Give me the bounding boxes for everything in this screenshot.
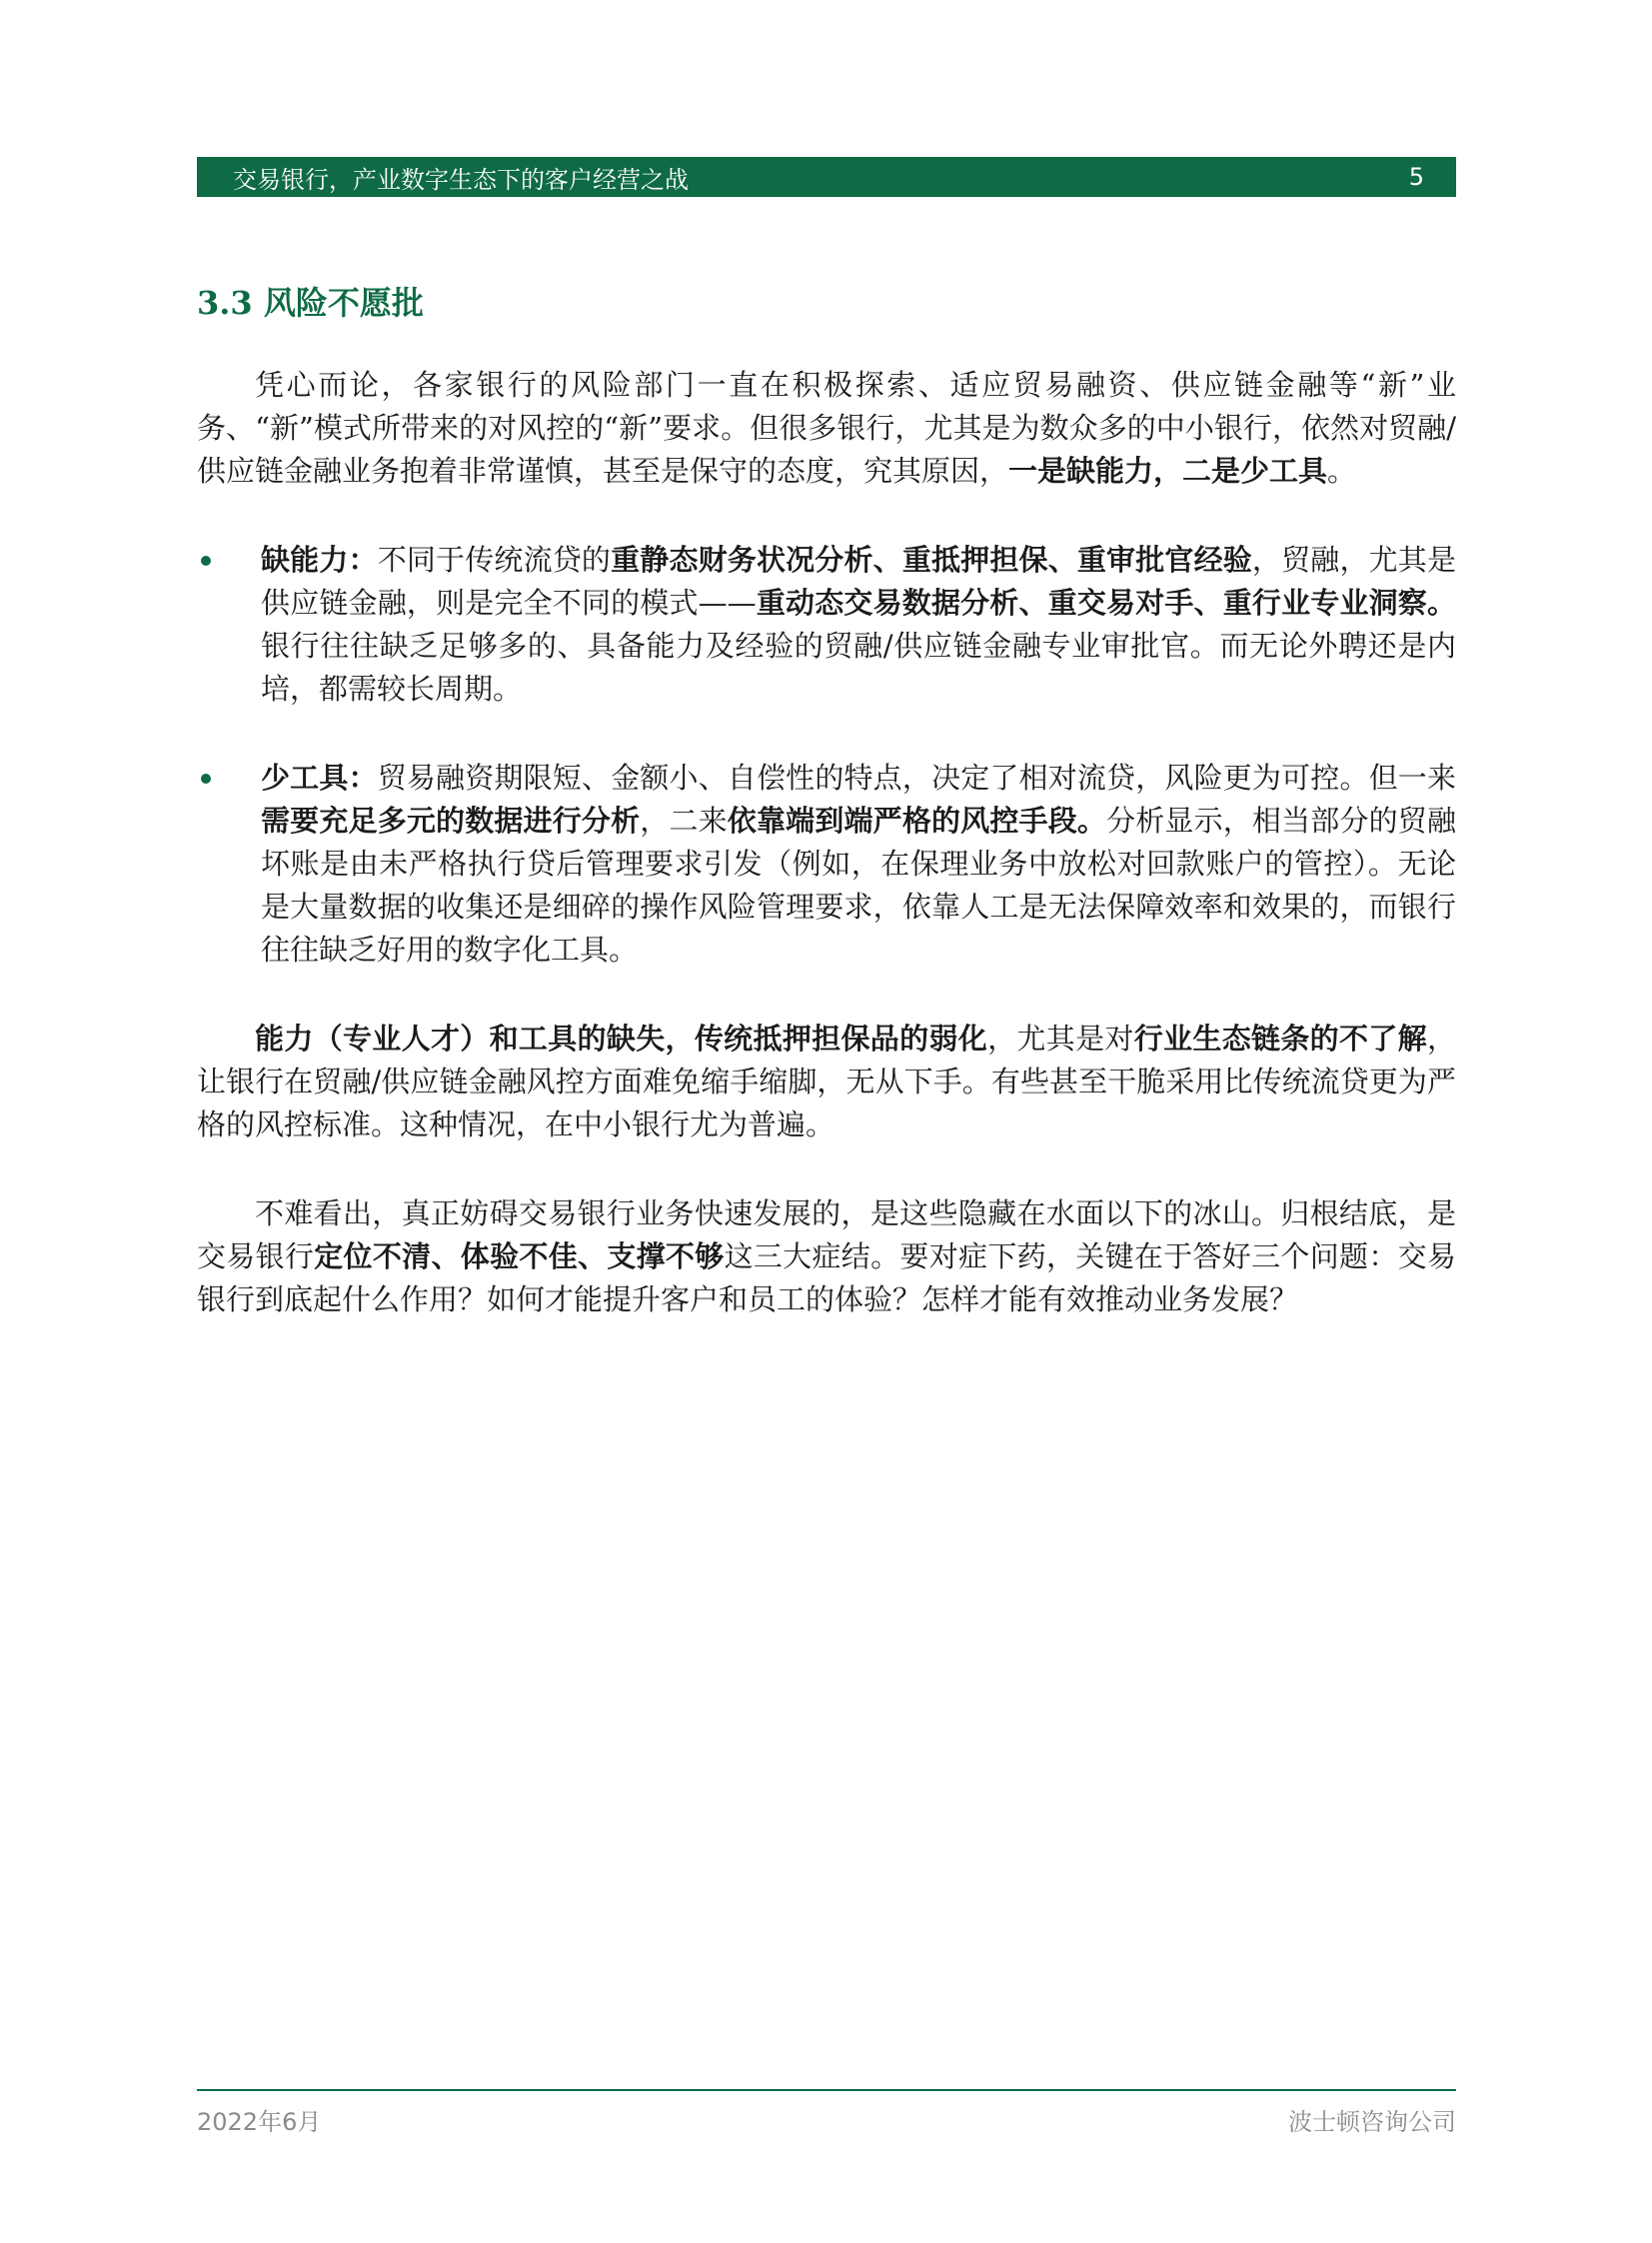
bullet-list [197, 539, 1456, 972]
bullet2-text-3: 分析显示，相当部分的贸融坏账是由未严格执行贷后管理要求引发（例如，在保理业务中放松对回款账户的管控）。无论是大量数据的收集还是细碎的操作风险管理要求，依靠人工是无法保障效率和效果的，而银行往往缺乏好用的数字化工具。 [261, 804, 1456, 967]
footer-company: 波士顿咨询公司 [1288, 2108, 1456, 2136]
bullet-dot-icon [201, 774, 211, 784]
footer-divider [197, 2089, 1456, 2091]
para3-emphasis-1: 能力（专业人才）和工具的缺失，传统抵押担保品的弱化 [255, 1022, 988, 1056]
main-content [197, 364, 1456, 1321]
bullet1-text-3: 银行往往缺乏足够多的、具备能力及经验的贸融/供应链金融专业审批官。而无论外聘还是内培，都需较长周期。 [261, 629, 1456, 706]
bullet1-emphasis-1: 重静态财务状况分析、重抵押担保、重审批官经验 [611, 543, 1252, 577]
bullet2-heading: 少工具： [261, 761, 378, 795]
para3-text-1: ，尤其是对 [987, 1022, 1134, 1056]
para4-emphasis: 定位不清、体验不佳、支撑不够 [314, 1239, 725, 1273]
para3-text-2: ，让银行在贸融/供应链金融风控方面难免缩手缩脚，无从下手。有些甚至干脆采用比传统流贷更为严格的风控标准。这种情况，在中小银行尤为普遍。 [197, 1022, 1456, 1141]
intro-emphasis: 一是缺能力，二是少工具 [1008, 454, 1328, 488]
page-footer [197, 2102, 1456, 2137]
para4-text-2: 这三大症结。要对症下药，关键在于答好三个问题：交易银行到底起什么作用？如何才能提升客户和员工的体验？怎样才能有效推动业务发展？ [197, 1239, 1456, 1316]
bullet-item-capability [197, 539, 1456, 711]
header-title: 交易银行，产业数字生态下的客户经营之战 [233, 165, 689, 194]
bullet-item-tools [197, 757, 1456, 972]
intro-text-1: 凭心而论，各家银行的风险部门一直在积极探索、适应贸易融资、供应链金融等“新”业务、“新”模式所带来的对风控的“新”要求。但很多银行，尤其是为数众多的中小银行，依然对贸融/供应链金融业务抱着非常谨慎，甚至是保守的态度，究其原因， [197, 368, 1456, 488]
para3-emphasis-2: 行业生态链条的不了解 [1133, 1022, 1427, 1056]
footer-date: 2022年6月 [197, 2108, 322, 2136]
bullet2-text-2: ，二来 [640, 804, 728, 838]
bullet1-text-2: ，贸融，尤其是供应链金融，则是完全不同的模式—— [261, 543, 1456, 620]
bullet-dot-icon [201, 556, 211, 566]
bullet2-emphasis-2: 依靠端到端严格的风控手段。 [727, 804, 1107, 838]
section-title: 3.3 风险不愿批 [197, 284, 424, 322]
bullet1-text-1: 不同于传统流贷的 [377, 543, 612, 577]
bullet1-heading: 缺能力： [261, 543, 378, 577]
bullet1-emphasis-2: 重动态交易数据分析、重交易对手、重行业专业洞察。 [756, 586, 1456, 620]
page-header-bar [197, 157, 1456, 197]
paragraph-4 [197, 1192, 1456, 1321]
page-number: 5 [1408, 163, 1424, 191]
bullet2-emphasis-1: 需要充足多元的数据进行分析 [261, 804, 641, 838]
paragraph-3 [197, 1018, 1456, 1146]
bullet2-text-1: 贸易融资期限短、金额小、自偿性的特点，决定了相对流贷，风险更为可控。但一来 [377, 761, 1456, 795]
para4-text-1: 不难看出，真正妨碍交易银行业务快速发展的，是这些隐藏在水面以下的冰山。归根结底，是交易银行 [197, 1196, 1456, 1273]
intro-paragraph [197, 364, 1456, 493]
intro-text-2: 。 [1327, 454, 1357, 488]
